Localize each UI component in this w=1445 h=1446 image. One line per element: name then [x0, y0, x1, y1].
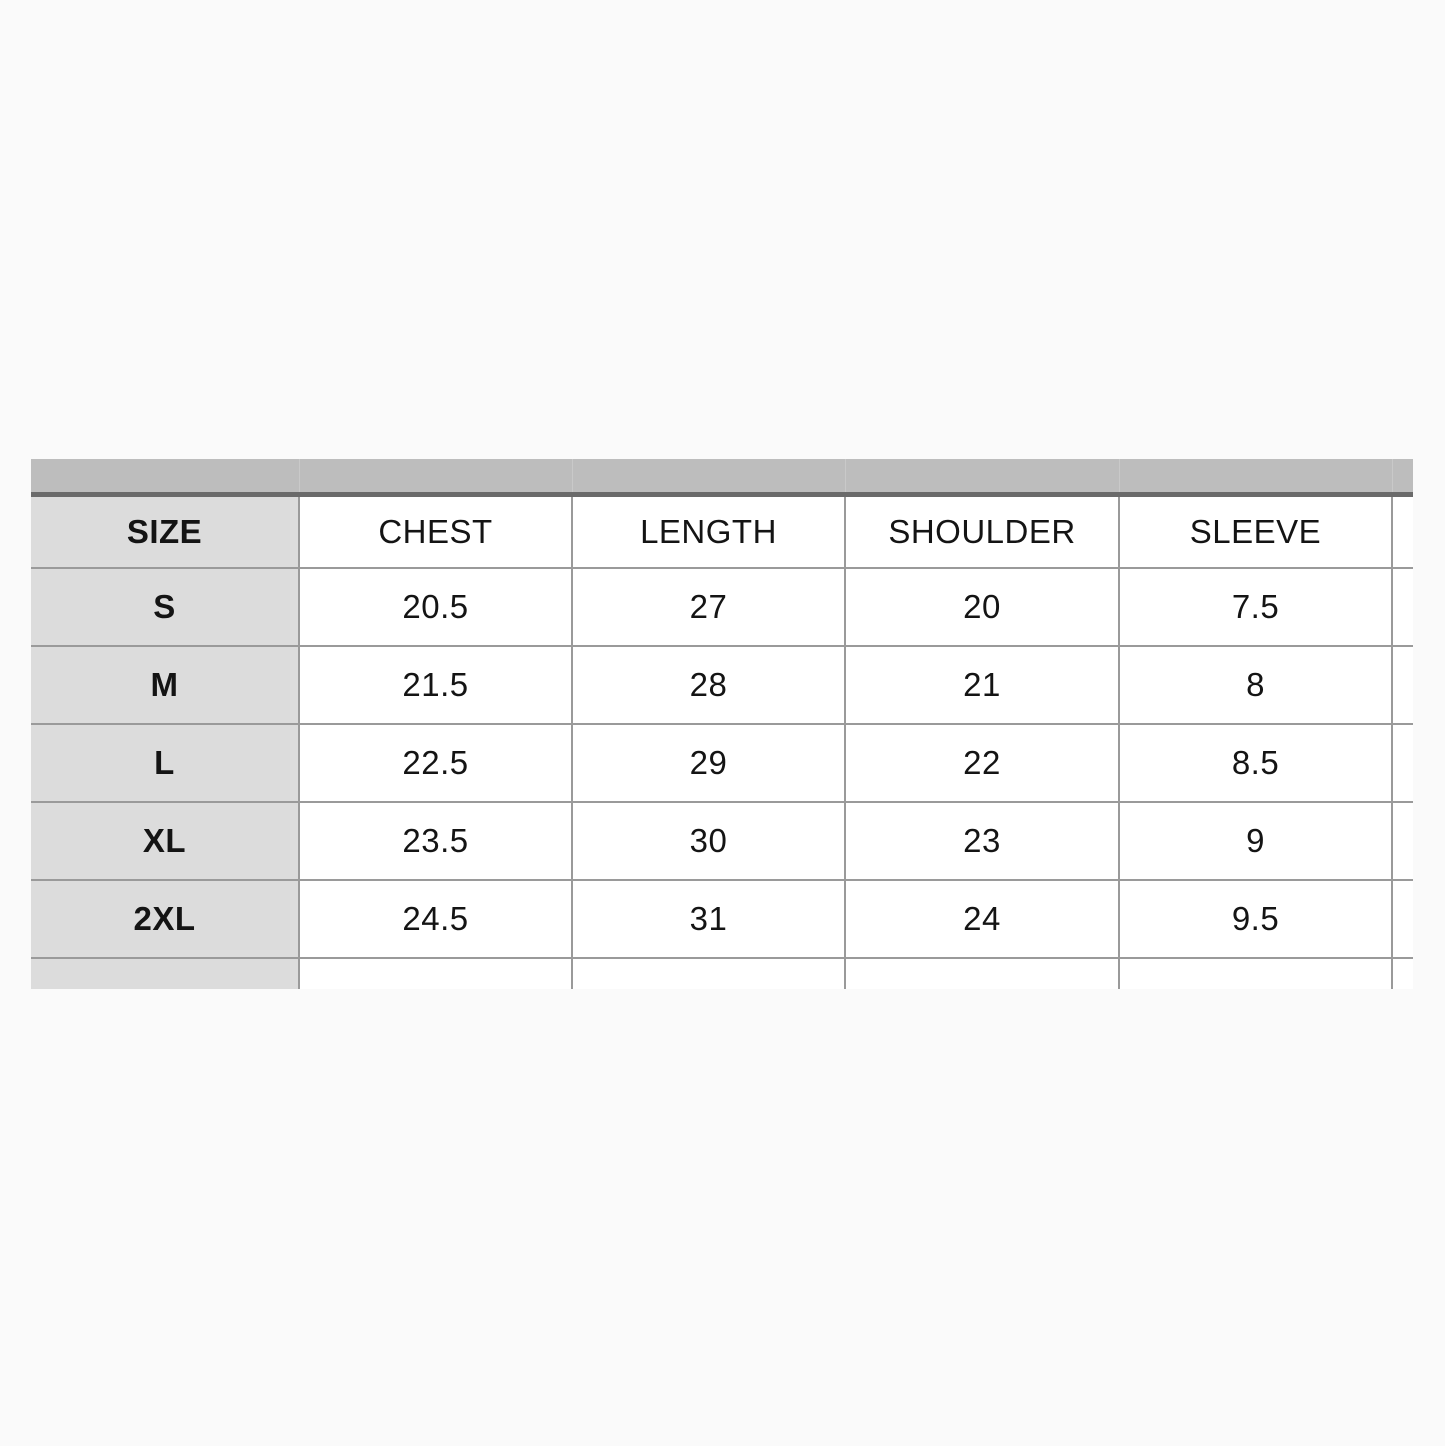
shoulder-value-cell: 20 [846, 569, 1120, 645]
empty-cell [1120, 959, 1393, 989]
shoulder-value-cell: 22 [846, 725, 1120, 801]
header-cell-clipped [1393, 497, 1413, 567]
size-label-cell: M [31, 647, 300, 723]
table-row-m [31, 647, 1413, 725]
length-value-cell: 29 [573, 725, 846, 801]
chest-value-cell: 23.5 [300, 803, 573, 879]
sleeve-value-cell: 8.5 [1120, 725, 1393, 801]
header-cell-length: LENGTH [573, 497, 846, 567]
clipped-cell [1393, 959, 1413, 989]
band-segment [31, 459, 300, 492]
header-cell-chest: CHEST [300, 497, 573, 567]
table-row-2xl [31, 881, 1413, 959]
clipped-cell [1393, 881, 1413, 957]
chest-value-cell: 20.5 [300, 569, 573, 645]
clipped-cell [1393, 725, 1413, 801]
table-top-band [31, 459, 1413, 492]
band-segment [573, 459, 846, 492]
length-value-cell: 30 [573, 803, 846, 879]
header-cell-size: SIZE [31, 497, 300, 567]
table-row-l [31, 725, 1413, 803]
size-label-cell: 2XL [31, 881, 300, 957]
clipped-cell [1393, 647, 1413, 723]
header-cell-sleeve: SLEEVE [1120, 497, 1393, 567]
band-segment [1393, 459, 1413, 492]
header-cell-shoulder: SHOULDER [846, 497, 1120, 567]
empty-cell [300, 959, 573, 989]
chest-value-cell: 21.5 [300, 647, 573, 723]
band-segment [846, 459, 1120, 492]
clipped-cell [1393, 803, 1413, 879]
band-segment [300, 459, 573, 492]
empty-cell [846, 959, 1120, 989]
table-row-s [31, 569, 1413, 647]
length-value-cell: 28 [573, 647, 846, 723]
sleeve-value-cell: 7.5 [1120, 569, 1393, 645]
shoulder-value-cell: 21 [846, 647, 1120, 723]
band-segment [1120, 459, 1393, 492]
size-label-cell: S [31, 569, 300, 645]
table-row-empty-clipped [31, 959, 1413, 989]
clipped-cell [1393, 569, 1413, 645]
sleeve-value-cell: 8 [1120, 647, 1393, 723]
size-label-cell: XL [31, 803, 300, 879]
empty-size-cell [31, 959, 300, 989]
table-header-row [31, 497, 1413, 569]
size-label-cell: L [31, 725, 300, 801]
table-row-xl [31, 803, 1413, 881]
sleeve-value-cell: 9.5 [1120, 881, 1393, 957]
size-chart-table [31, 459, 1413, 989]
shoulder-value-cell: 23 [846, 803, 1120, 879]
chest-value-cell: 22.5 [300, 725, 573, 801]
chest-value-cell: 24.5 [300, 881, 573, 957]
length-value-cell: 31 [573, 881, 846, 957]
empty-cell [573, 959, 846, 989]
sleeve-value-cell: 9 [1120, 803, 1393, 879]
length-value-cell: 27 [573, 569, 846, 645]
shoulder-value-cell: 24 [846, 881, 1120, 957]
